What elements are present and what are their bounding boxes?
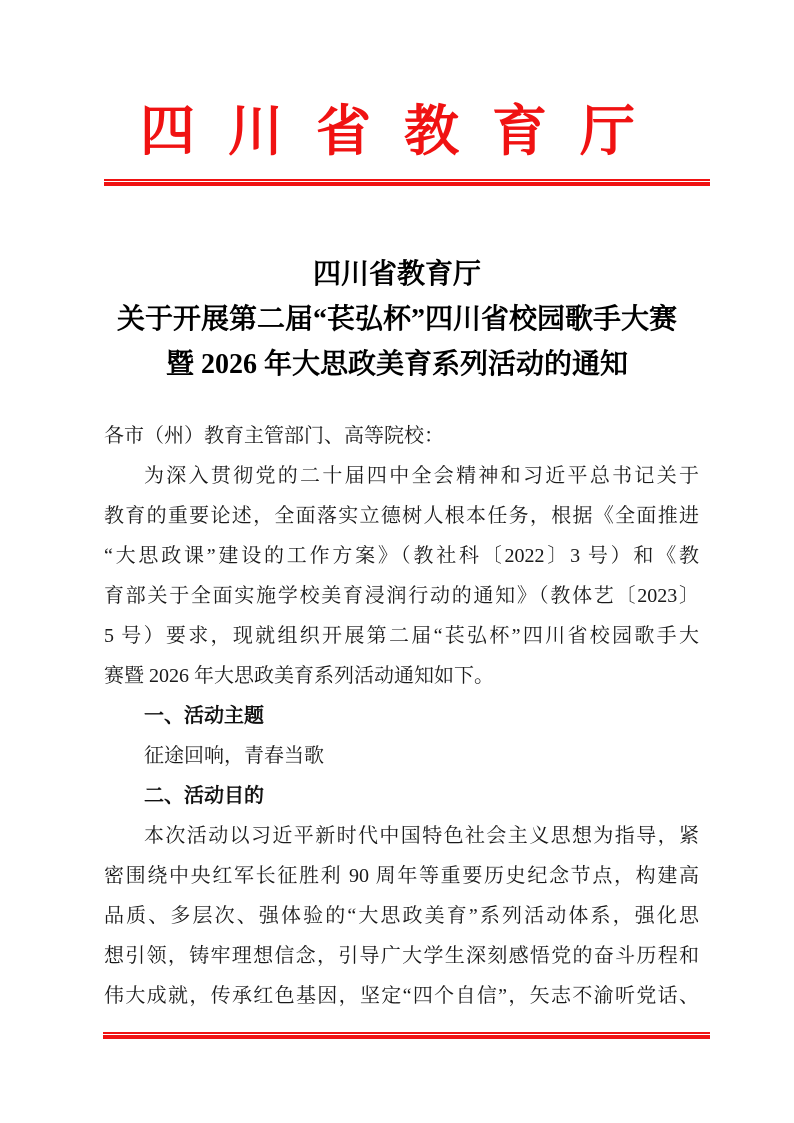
paragraph-1-line-6: 赛暨 2026 年大思政美育系列活动通知如下。 — [104, 665, 494, 687]
divider-thick-line — [104, 182, 710, 186]
paragraph-2-line-5: 伟大成就，传承红色基因，坚定“四个自信”，矢志不渝听党话、 — [104, 985, 699, 1007]
title-line-1: 四川省教育厅 — [312, 259, 481, 290]
title-line-3: 暨 2026 年大思政美育系列活动的通知 — [165, 349, 628, 380]
document-body — [104, 416, 699, 1016]
title-line-2: 关于开展第二届“苌弘杯”四川省校园歌手大赛 — [116, 304, 677, 335]
paragraph-2-line-3: 品质、多层次、强体验的“大思政美育”系列活动体系，强化思 — [104, 905, 699, 927]
paragraph-1-line-3: “大思政课”建设的工作方案》（教社科〔2022〕3 号）和《教 — [104, 545, 699, 567]
footer-divider — [103, 1032, 710, 1039]
letterhead-divider — [104, 179, 710, 186]
letterhead-agency-title: 四川省教育厅 — [139, 101, 668, 162]
paragraph-2-line-4: 想引领，铸牢理想信念，引导广大学生深刻感悟党的奋斗历程和 — [104, 945, 699, 967]
section-2-heading: 二、活动目的 — [144, 785, 264, 807]
document-title — [60, 252, 734, 387]
paragraph-1-line-2: 教育的重要论述，全面落实立德树人根本任务，根据《全面推进 — [104, 505, 699, 527]
activity-theme-line: 征途回响，青春当歌 — [144, 745, 324, 767]
paragraph-1-line-4: 育部关于全面实施学校美育浸润行动的通知》（教体艺〔2023〕 — [104, 585, 699, 607]
paragraph-1-line-1: 为深入贯彻党的二十届四中全会精神和习近平总书记关于 — [144, 465, 699, 487]
section-1-heading: 一、活动主题 — [144, 705, 264, 727]
divider-thick-line — [103, 1035, 710, 1039]
salutation-line: 各市（州）教育主管部门、高等院校： — [104, 425, 444, 447]
paragraph-2-line-2: 密围绕中央红军长征胜利 90 周年等重要历史纪念节点，构建高 — [104, 865, 699, 887]
paragraph-1-line-5: 5 号）要求，现就组织开展第二届“苌弘杯”四川省校园歌手大 — [104, 625, 699, 647]
paragraph-2-line-1: 本次活动以习近平新时代中国特色社会主义思想为指导，紧 — [144, 825, 699, 847]
